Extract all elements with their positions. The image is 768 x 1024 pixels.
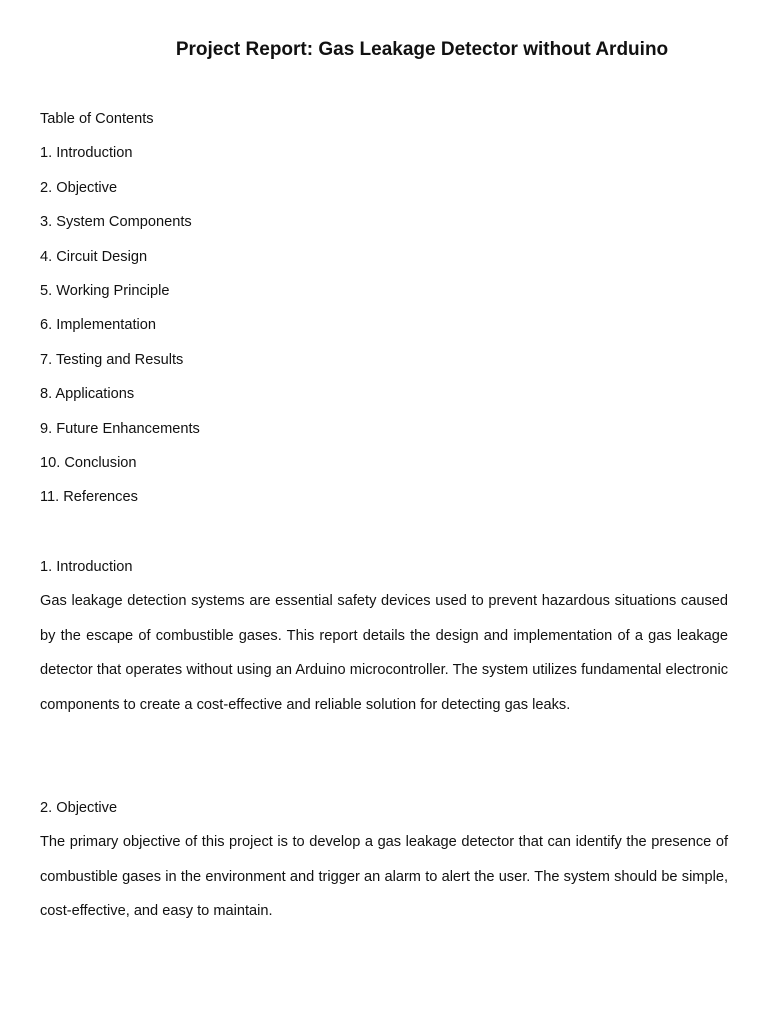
section-paragraph: Gas leakage detection systems are essential safety devices used to prevent hazardous situations caused by the escape of combustible gases. This report details the design and implementation of a gas leakage detector that operates without using an Arduino microcontroller. The system utilizes fundamental electronic components to create a cost-effective and reliable solution for detecting gas leaks. (40, 593, 728, 713)
section-introduction (40, 556, 728, 722)
toc-item-working-principle: 5. Working Principle (40, 282, 170, 299)
section-paragraph: The primary objective of this project is to develop a gas leakage detector that can identify the presence of combustible gases in the environment and trigger an alarm to alert the user. The system should be simple, cost-effective, and easy to maintain. (40, 834, 728, 920)
toc-item-system-components: 3. System Components (40, 214, 192, 231)
page-title: Project Report: Gas Leakage Detector without Arduino (175, 39, 669, 60)
section-heading: 2. Objective (40, 800, 118, 816)
toc-heading: Table of Contents (40, 111, 154, 127)
table-of-contents (40, 108, 728, 521)
toc-item-references: 11. References (40, 489, 138, 506)
section-objective (40, 797, 728, 929)
toc-item-testing-and-results: 7. Testing and Results (40, 351, 184, 368)
toc-item-conclusion: 10. Conclusion (40, 454, 137, 471)
toc-item-introduction: 1. Introduction (40, 145, 133, 162)
toc-item-objective: 2. Objective (40, 179, 118, 196)
toc-item-future-enhancements: 9. Future Enhancements (40, 420, 200, 437)
toc-item-circuit-design: 4. Circuit Design (40, 248, 148, 265)
section-heading: 1. Introduction (40, 559, 133, 575)
toc-item-implementation: 6. Implementation (40, 317, 157, 334)
toc-item-applications: 8. Applications (40, 386, 135, 403)
